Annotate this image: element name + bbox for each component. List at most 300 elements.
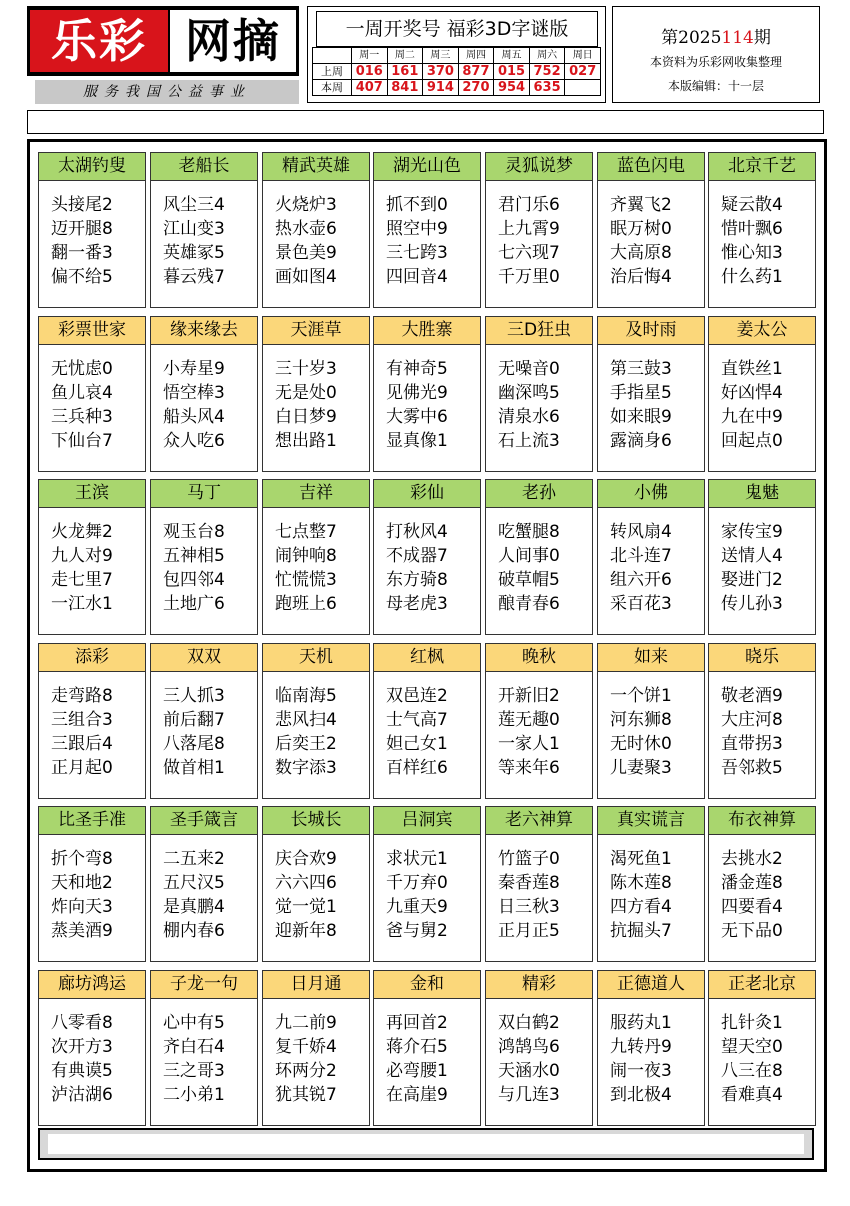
cell-lines: [374, 1011, 480, 1107]
clue-line: 酿青春6: [498, 594, 560, 614]
cell-lines: [486, 1011, 592, 1107]
clue-line: 服药丸1: [610, 1013, 672, 1033]
clue-line: 八落尾8: [163, 734, 225, 754]
clue-line: 人间事0: [498, 546, 560, 566]
clue-line: 鸿鹄鸟6: [498, 1037, 560, 1057]
cell-title: 子龙一句: [151, 971, 257, 999]
cell-lines: [39, 520, 145, 616]
draw-corner-cell: [313, 48, 352, 64]
clue-line: 百样红6: [386, 758, 448, 778]
clue-line: 三之哥3: [163, 1061, 225, 1081]
clue-line: 环两分2: [275, 1061, 337, 1081]
issue-num: 114: [721, 28, 754, 48]
clue-line: 头接尾2: [51, 195, 113, 215]
clue-line: 火烧炉3: [275, 195, 337, 215]
clue-line: 渴死鱼1: [610, 849, 672, 869]
draw-number: 914: [423, 80, 459, 96]
draw-header-row: [313, 48, 601, 64]
banner-bar: [27, 110, 824, 134]
cell-title: 日月通: [263, 971, 369, 999]
cell-lines: [486, 684, 592, 780]
clue-line: 开新旧2: [498, 686, 560, 706]
clue-line: 众人吃6: [163, 431, 225, 451]
logo-text-left: 乐彩: [30, 10, 168, 72]
clue-line: 数字添3: [275, 758, 337, 778]
draw-title: 一周开奖号 福彩3D字谜版: [316, 11, 598, 47]
clue-line: 三跟后4: [51, 734, 113, 754]
clue-line: 三兵种3: [51, 407, 113, 427]
cell-lines: [39, 357, 145, 453]
clue-line: 破草帽5: [498, 570, 560, 590]
puzzle-cell: [708, 970, 816, 1126]
day-header: 周五: [494, 48, 530, 64]
cell-lines: [709, 1011, 815, 1107]
clue-line: 九二前9: [275, 1013, 337, 1033]
puzzle-cell: [150, 806, 258, 962]
cell-lines: [39, 684, 145, 780]
clue-line: 日三秋3: [498, 897, 560, 917]
clue-line: 手指星5: [610, 383, 672, 403]
clue-line: 二五来2: [163, 849, 225, 869]
issue-prefix: 第2025: [661, 28, 722, 48]
clue-line: 五神相5: [163, 546, 225, 566]
clue-line: 正月正5: [498, 921, 560, 941]
clue-line: 五尺汉5: [163, 873, 225, 893]
clue-line: 鱼儿哀4: [51, 383, 113, 403]
cell-title: 金和: [374, 971, 480, 999]
clue-line: 三七跨3: [386, 243, 448, 263]
draw-row-this-week: [313, 80, 601, 96]
puzzle-cell: [262, 152, 370, 308]
cell-lines: [39, 847, 145, 943]
clue-line: 不成器7: [386, 546, 448, 566]
cell-title: 蓝色闪电: [598, 153, 704, 181]
clue-line: 炸向天3: [51, 897, 113, 917]
cell-title: 王滨: [39, 480, 145, 508]
cell-lines: [598, 847, 704, 943]
cell-lines: [709, 684, 815, 780]
clue-line: 惜叶飘6: [721, 219, 783, 239]
clue-line: 上九霄9: [498, 219, 560, 239]
puzzle-cell: [262, 806, 370, 962]
clue-line: 暮云残7: [163, 267, 225, 287]
puzzle-cell: [38, 152, 146, 308]
clue-line: 疑云散4: [721, 195, 783, 215]
clue-line: 四要看4: [721, 897, 783, 917]
clue-line: 九重天9: [386, 897, 448, 917]
cell-lines: [374, 684, 480, 780]
puzzle-cell: [38, 806, 146, 962]
puzzle-cell: [373, 806, 481, 962]
clue-line: 千万里0: [498, 267, 560, 287]
cell-title: 廊坊鸿运: [39, 971, 145, 999]
cell-title: 太湖钓叟: [39, 153, 145, 181]
day-header: 周四: [458, 48, 494, 64]
clue-line: 东方骑8: [386, 570, 448, 590]
draw-number: 841: [387, 80, 423, 96]
clue-line: 无下品0: [721, 921, 783, 941]
cell-lines: [374, 520, 480, 616]
clue-line: 闹一夜3: [610, 1061, 672, 1081]
draw-row-last-week: [313, 64, 601, 80]
cell-lines: [374, 357, 480, 453]
issue-info-panel: [612, 6, 820, 103]
cell-title: 大胜寨: [374, 317, 480, 345]
cell-title: 双双: [151, 644, 257, 672]
puzzle-cell: [708, 316, 816, 472]
clue-line: 双邑连2: [386, 686, 448, 706]
clue-line: 蒋介石5: [386, 1037, 448, 1057]
clue-line: 八零看8: [51, 1013, 113, 1033]
clue-line: 露滴身6: [610, 431, 672, 451]
clue-line: 惟心知3: [721, 243, 783, 263]
cell-title: 长城长: [263, 807, 369, 835]
clue-line: 土地广6: [163, 594, 225, 614]
clue-line: 悲风扫4: [275, 710, 337, 730]
clue-line: 到北极4: [610, 1085, 672, 1105]
cell-lines: [151, 520, 257, 616]
clue-line: 爸与舅2: [386, 921, 448, 941]
site-logo[interactable]: [27, 6, 299, 104]
cell-title: 吉祥: [263, 480, 369, 508]
cell-lines: [151, 357, 257, 453]
clue-line: 正月起0: [51, 758, 113, 778]
clue-line: 是真鹏4: [163, 897, 225, 917]
cell-title: 天机: [263, 644, 369, 672]
puzzle-cell: [262, 970, 370, 1126]
weekly-draw-panel: [307, 6, 606, 103]
day-header: 周二: [387, 48, 423, 64]
puzzle-cell: [485, 970, 593, 1126]
clue-line: 看难真4: [721, 1085, 783, 1105]
cell-lines: [486, 847, 592, 943]
clue-line: 在高崖9: [386, 1085, 448, 1105]
cell-lines: [151, 684, 257, 780]
source-note: 本资料为乐彩网收集整理: [649, 55, 782, 69]
cell-title: 灵狐说梦: [486, 153, 592, 181]
clue-line: 竹篮子0: [498, 849, 560, 869]
clue-line: 传儿孙3: [721, 594, 783, 614]
clue-line: 四方看4: [610, 897, 672, 917]
cell-title: 如来: [598, 644, 704, 672]
clue-line: 迈开腿8: [51, 219, 113, 239]
clue-line: 士气高7: [386, 710, 448, 730]
cell-title: 姜太公: [709, 317, 815, 345]
puzzle-cell: [150, 643, 258, 799]
cell-title: 及时雨: [598, 317, 704, 345]
row-label: 上周: [313, 64, 352, 80]
cell-lines: [486, 357, 592, 453]
issue-suffix: 期: [753, 28, 771, 48]
clue-line: 见佛光9: [386, 383, 448, 403]
clue-line: 送情人4: [721, 546, 783, 566]
draw-number: 270: [458, 80, 494, 96]
puzzle-cell: [597, 152, 705, 308]
cell-lines: [263, 1011, 369, 1107]
clue-line: 犹其锐7: [275, 1085, 337, 1105]
clue-line: 三十岁3: [275, 359, 337, 379]
clue-line: 闹钟响8: [275, 546, 337, 566]
clue-line: 等来年6: [498, 758, 560, 778]
puzzle-cell: [150, 152, 258, 308]
cell-lines: [151, 1011, 257, 1107]
draw-table: [312, 47, 601, 96]
clue-line: 河东狮8: [610, 710, 672, 730]
cell-lines: [598, 520, 704, 616]
clue-line: 迎新年8: [275, 921, 337, 941]
clue-line: 莲无趣0: [498, 710, 560, 730]
clue-line: 求状元1: [386, 849, 448, 869]
day-header: 周日: [565, 48, 601, 64]
cell-lines: [263, 357, 369, 453]
cell-title: 彩仙: [374, 480, 480, 508]
clue-line: 无是处0: [275, 383, 337, 403]
puzzle-cell: [597, 970, 705, 1126]
puzzle-cell: [150, 316, 258, 472]
clue-line: 采百花3: [610, 594, 672, 614]
clue-line: 家传宝9: [721, 522, 783, 542]
clue-line: 抓不到0: [386, 195, 448, 215]
clue-line: 观玉台8: [163, 522, 225, 542]
clue-line: 转风扇4: [610, 522, 672, 542]
clue-line: 画如图4: [275, 267, 337, 287]
clue-line: 七点整7: [275, 522, 337, 542]
clue-line: 庆合欢9: [275, 849, 337, 869]
clue-line: 吃蟹腿8: [498, 522, 560, 542]
cell-lines: [709, 847, 815, 943]
cell-title: 布衣神算: [709, 807, 815, 835]
puzzle-cell: [485, 152, 593, 308]
clue-line: 四回音4: [386, 267, 448, 287]
clue-line: 折个弯8: [51, 849, 113, 869]
clue-line: 无时休0: [610, 734, 672, 754]
cell-title: 晓乐: [709, 644, 815, 672]
cell-title: 小佛: [598, 480, 704, 508]
puzzle-cell: [485, 643, 593, 799]
clue-line: 大雾中6: [386, 407, 448, 427]
clue-line: 船头风4: [163, 407, 225, 427]
clue-line: 八三在8: [721, 1061, 783, 1081]
draw-number: 635: [529, 80, 565, 96]
puzzle-cell: [373, 479, 481, 635]
puzzle-cell: [38, 970, 146, 1126]
clue-line: 第三鼓3: [610, 359, 672, 379]
clue-line: 热水壶6: [275, 219, 337, 239]
day-header: 周三: [423, 48, 459, 64]
clue-line: 天涵水0: [498, 1061, 560, 1081]
puzzle-cell: [262, 479, 370, 635]
clue-line: 齐翼飞2: [610, 195, 672, 215]
clue-line: 秦香莲8: [498, 873, 560, 893]
clue-line: 一个饼1: [610, 686, 672, 706]
puzzle-cell: [38, 316, 146, 472]
clue-line: 英雄冢5: [163, 243, 225, 263]
puzzle-cell: [708, 152, 816, 308]
draw-number: 161: [387, 64, 423, 80]
clue-line: 再回首2: [386, 1013, 448, 1033]
draw-number: 016: [352, 64, 388, 80]
editor-note: 本版编辑：十一层: [667, 79, 764, 93]
clue-line: 一家人1: [498, 734, 560, 754]
puzzle-cell: [708, 643, 816, 799]
clue-line: 偏不给5: [51, 267, 113, 287]
clue-line: 望天空0: [721, 1037, 783, 1057]
puzzle-cell: [708, 806, 816, 962]
clue-line: 吾邻救5: [721, 758, 783, 778]
clue-line: 直铁丝1: [721, 359, 783, 379]
clue-line: 六六四6: [275, 873, 337, 893]
cell-title: 天涯草: [263, 317, 369, 345]
puzzle-cell: [708, 479, 816, 635]
clue-line: 景色美9: [275, 243, 337, 263]
clue-line: 复千娇4: [275, 1037, 337, 1057]
clue-line: 心中有5: [163, 1013, 225, 1033]
clue-line: 白日梦9: [275, 407, 337, 427]
clue-line: 去挑水2: [721, 849, 783, 869]
cell-title: 正德道人: [598, 971, 704, 999]
cell-title: 真实谎言: [598, 807, 704, 835]
clue-line: 儿妻聚3: [610, 758, 672, 778]
cell-title: 精彩: [486, 971, 592, 999]
clue-line: 与几连3: [498, 1085, 560, 1105]
clue-line: 扎针灸1: [721, 1013, 783, 1033]
clue-line: 三人抓3: [163, 686, 225, 706]
logo-slogan: 服务我国公益事业: [35, 80, 299, 104]
puzzle-cell: [597, 806, 705, 962]
clue-line: 二小弟1: [163, 1085, 225, 1105]
clue-line: 下仙台7: [51, 431, 113, 451]
clue-line: 娶进门2: [721, 570, 783, 590]
cell-title: 北京千艺: [709, 153, 815, 181]
issue-number: [613, 23, 819, 48]
clue-line: 好凶悍4: [721, 383, 783, 403]
cell-title: 精武英雄: [263, 153, 369, 181]
cell-title: 湖光山色: [374, 153, 480, 181]
clue-line: 千万弃0: [386, 873, 448, 893]
cell-lines: [39, 193, 145, 289]
puzzle-cell: [262, 643, 370, 799]
puzzle-cell: [373, 316, 481, 472]
cell-title: 老六神算: [486, 807, 592, 835]
clue-line: 做首相1: [163, 758, 225, 778]
clue-line: 妲己女1: [386, 734, 448, 754]
clue-line: 天和地2: [51, 873, 113, 893]
clue-line: 走七里7: [51, 570, 113, 590]
cell-lines: [151, 847, 257, 943]
draw-number: 027: [565, 64, 601, 80]
clue-line: 想出路1: [275, 431, 337, 451]
puzzle-cell: [373, 643, 481, 799]
clue-line: 蒸美酒9: [51, 921, 113, 941]
clue-line: 后奕王2: [275, 734, 337, 754]
puzzle-cell: [150, 479, 258, 635]
clue-line: 必弯腰1: [386, 1061, 448, 1081]
clue-line: 翻一番3: [51, 243, 113, 263]
clue-line: 包四邻4: [163, 570, 225, 590]
clue-line: 火龙舞2: [51, 522, 113, 542]
cell-lines: [151, 193, 257, 289]
cell-title: 马丁: [151, 480, 257, 508]
clue-line: 组六开6: [610, 570, 672, 590]
cell-lines: [263, 193, 369, 289]
clue-line: 前后翻7: [163, 710, 225, 730]
clue-line: 一江水1: [51, 594, 113, 614]
clue-line: 什么药1: [721, 267, 783, 287]
puzzle-cell: [485, 806, 593, 962]
day-header: 周六: [529, 48, 565, 64]
cell-lines: [263, 847, 369, 943]
clue-line: 小寿星9: [163, 359, 225, 379]
clue-line: 风尘三4: [163, 195, 225, 215]
day-header: 周一: [352, 48, 388, 64]
cell-title: 红枫: [374, 644, 480, 672]
clue-line: 双白鹤2: [498, 1013, 560, 1033]
clue-line: 直带拐3: [721, 734, 783, 754]
draw-number: 954: [494, 80, 530, 96]
cell-lines: [374, 847, 480, 943]
clue-line: 三组合3: [51, 710, 113, 730]
puzzle-cell: [38, 643, 146, 799]
puzzle-cell: [38, 479, 146, 635]
cell-title: 鬼魅: [709, 480, 815, 508]
row-label: 本周: [313, 80, 352, 96]
clue-line: 临南海5: [275, 686, 337, 706]
puzzle-cell: [373, 152, 481, 308]
cell-lines: [486, 193, 592, 289]
clue-line: 有神奇5: [386, 359, 448, 379]
footer-inner: [48, 1134, 804, 1154]
clue-line: 棚内春6: [163, 921, 225, 941]
draw-number: 752: [529, 64, 565, 80]
clue-line: 北斗连7: [610, 546, 672, 566]
puzzle-cell: [373, 970, 481, 1126]
clue-line: 七六现7: [498, 243, 560, 263]
clue-line: 有典谟5: [51, 1061, 113, 1081]
cell-lines: [709, 520, 815, 616]
cell-lines: [598, 1011, 704, 1107]
footer-bar: [38, 1128, 814, 1160]
draw-number: [565, 80, 601, 96]
puzzle-cell: [597, 316, 705, 472]
clue-line: 齐白石4: [163, 1037, 225, 1057]
puzzle-cell: [597, 479, 705, 635]
cell-lines: [709, 357, 815, 453]
cell-title: 老船长: [151, 153, 257, 181]
cell-title: 晚秋: [486, 644, 592, 672]
draw-number: 877: [458, 64, 494, 80]
clue-line: 治后悔4: [610, 267, 672, 287]
clue-line: 母老虎3: [386, 594, 448, 614]
cell-title: 吕洞宾: [374, 807, 480, 835]
clue-line: 眠万树0: [610, 219, 672, 239]
cell-lines: [374, 193, 480, 289]
clue-line: 泸沽湖6: [51, 1085, 113, 1105]
cell-title: 比圣手准: [39, 807, 145, 835]
cell-lines: [263, 520, 369, 616]
puzzle-cell: [597, 643, 705, 799]
clue-line: 潘金莲8: [721, 873, 783, 893]
clue-line: 走弯路8: [51, 686, 113, 706]
logo-block: [27, 6, 299, 76]
clue-line: 显真像1: [386, 431, 448, 451]
cell-title: 老孙: [486, 480, 592, 508]
clue-line: 大庄河8: [721, 710, 783, 730]
cell-title: 正老北京: [709, 971, 815, 999]
clue-line: 无噪音0: [498, 359, 560, 379]
draw-number: 370: [423, 64, 459, 80]
clue-line: 抗掘头7: [610, 921, 672, 941]
clue-line: 江山变3: [163, 219, 225, 239]
